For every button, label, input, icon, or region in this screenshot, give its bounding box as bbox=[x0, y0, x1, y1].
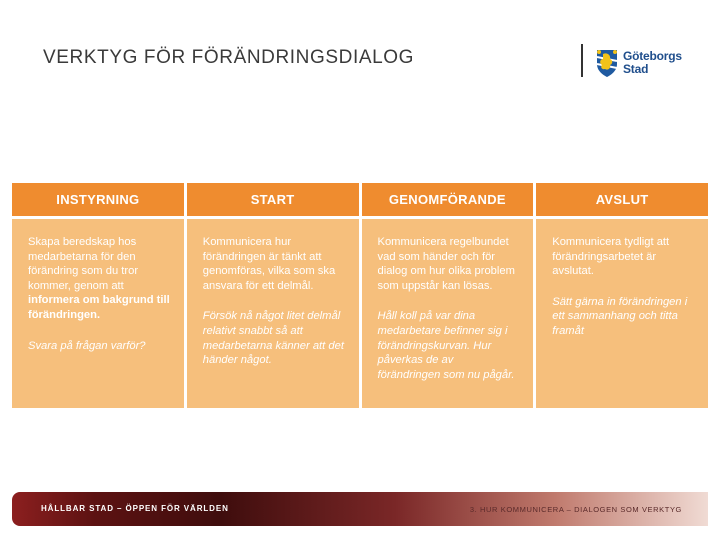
column-heading: GENOMFÖRANDE bbox=[362, 183, 534, 216]
goteborgs-stad-logo bbox=[594, 46, 690, 80]
phase-table bbox=[12, 183, 708, 408]
column-text bbox=[28, 235, 170, 323]
column-instyrning bbox=[12, 183, 184, 408]
column-italic-text: Försök nå något litet delmål relativt snabbt så att medarbetarna känner att det händer något. bbox=[202, 310, 344, 367]
column-italic-text: Håll koll på var dina medarbetare befinner sig i förändringskurvan. Hur påverkas de av förändringen som nu pågår. bbox=[377, 310, 515, 381]
goteborg-lion-shield-icon bbox=[594, 48, 620, 78]
logo-line-1: Göteborgs bbox=[623, 49, 682, 63]
logo-line-2: Stad bbox=[623, 62, 649, 76]
column-text: Kommunicera hur förändringen är tänkt att genomföras, vilka som ska ansvara för ett delmål. bbox=[202, 236, 336, 292]
column-italic-text: Svara på frågan varför? bbox=[28, 339, 146, 352]
column-body bbox=[536, 219, 708, 408]
footer-section-label: 3. HUR KOMMUNICERA – DIALOGEN SOM VERKTYG bbox=[469, 505, 682, 514]
footer-bar bbox=[12, 492, 708, 526]
footer-slogan: HÅLLBAR STAD – ÖPPEN FÖR VÄRLDEN bbox=[41, 504, 229, 513]
column-text: Kommunicera regelbundet vad som händer och för dialog om hur olika problem som uppstår kan lösas. bbox=[377, 236, 515, 292]
column-start bbox=[187, 183, 359, 408]
logo-divider bbox=[581, 44, 583, 77]
column-text: Kommunicera tydligt att förändringsarbetet är avslutat. bbox=[552, 236, 670, 278]
column-heading: AVSLUT bbox=[536, 183, 708, 216]
column-italic-text: Sätt gärna in förändringen i ett sammanhang och titta framåt bbox=[552, 295, 688, 337]
column-body bbox=[12, 219, 184, 408]
column-heading: INSTYRNING bbox=[12, 183, 184, 216]
slide-title: VERKTYG FÖR FÖRÄNDRINGSDIALOG bbox=[43, 47, 415, 68]
column-heading: START bbox=[187, 183, 359, 216]
column-text-bold: informera om bakgrund till förändringen. bbox=[28, 294, 170, 321]
column-text-main: Skapa beredskap hos medarbetarna för den förändring som du tror kommer, genom att bbox=[28, 236, 139, 292]
column-body bbox=[362, 219, 534, 408]
column-body bbox=[187, 219, 359, 408]
column-avslut bbox=[536, 183, 708, 408]
column-genomforande bbox=[362, 183, 534, 408]
